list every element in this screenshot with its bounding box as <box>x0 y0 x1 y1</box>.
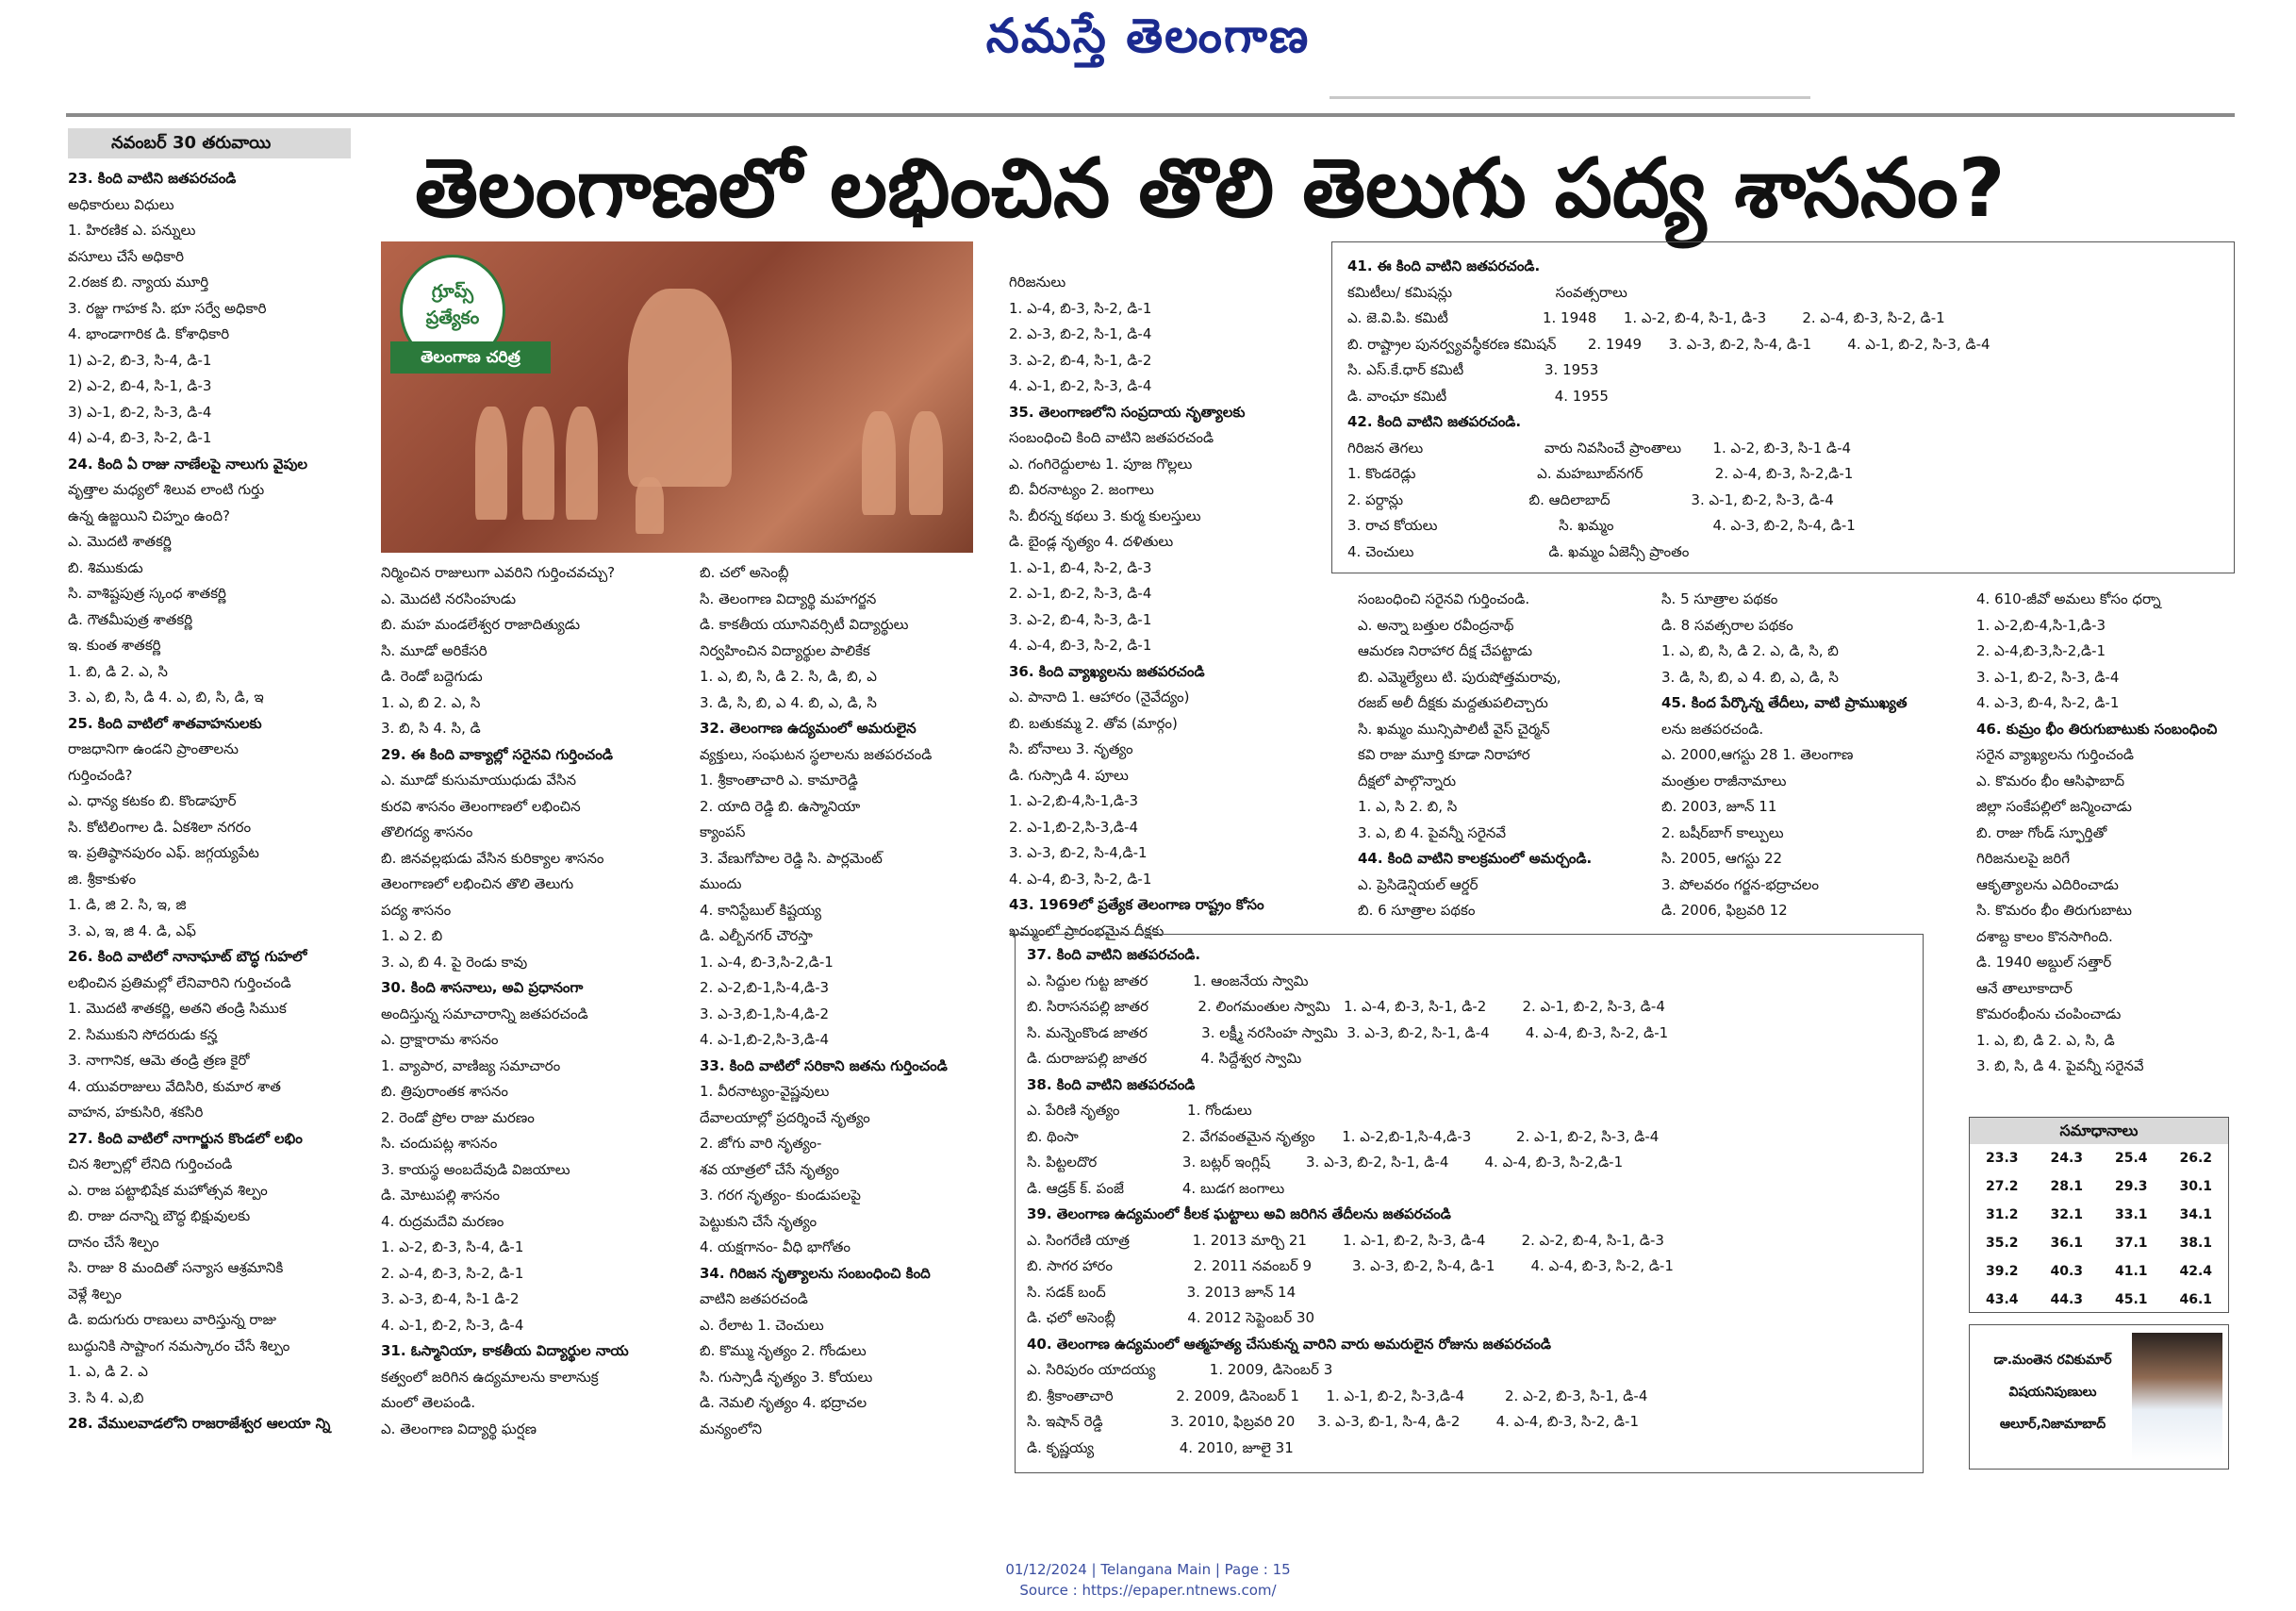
text-line: సి. సడక్ బంద్ 3. 2013 జూన్ 14 <box>1027 1283 1297 1301</box>
sculpture-figure <box>636 477 664 534</box>
text-line: కురవి శాసనం తెలంగాణలో లభించిన <box>381 797 581 815</box>
author-box <box>1969 1324 2229 1470</box>
text-line: 2. ఎ-2,బి-1,సి-4,డి-3 <box>700 979 830 996</box>
text-line: 39. తెలంగాణ ఉద్యమంలో కీలక ఘట్టాలు అవి జరిగిన తేదీలను జతపరచండి <box>1027 1205 1451 1222</box>
text-line: డి. వాంఛూ కమిటీ 4. 1955 <box>1347 387 1609 405</box>
text-line: వ్యక్తులు, సంఘటన స్థలాలను జతపరచండి <box>700 745 933 763</box>
text-line: డి. ఆడ్రక్ క్. పంజే 4. బుడగ జంగాలు <box>1027 1179 1285 1197</box>
text-line: మంలో తెలపండి. <box>381 1394 476 1411</box>
text-line: 3) ఎ-1, బి-2, సి-3, డి-4 <box>68 403 212 421</box>
answer-cell: 24.3 <box>2050 1151 2084 1166</box>
text-line: బి. చలో అసెంబ్లీ <box>700 564 789 581</box>
text-line: ఎ. రేలాట 1. చెంచులు <box>700 1316 824 1334</box>
text-line: నిర్మించిన రాజులుగా ఎవరిని గుర్తించవచ్చు? <box>381 564 616 581</box>
text-line: 33. కింది వాటిలో సరికాని జతను గుర్తించండి <box>700 1056 948 1074</box>
text-line: సి. బోనాలు 3. నృత్యం <box>1009 740 1133 757</box>
author-name: డా.మంతెన రవికుమార్ <box>1993 1353 2112 1368</box>
text-line: 4. రుద్రమదేవి మరణం <box>381 1212 504 1230</box>
column-4 <box>1009 270 1326 949</box>
text-line: సి. ఖమ్మం మున్సిపాలిటీ వైస్ చైర్మన్ <box>1358 720 1550 738</box>
text-line: బి. జినవల్లభుడు వేసిన కురిక్యాల శాసనం <box>381 849 604 867</box>
text-line: 41. ఈ కింది వాటిని జతపరచండి. <box>1347 257 1541 274</box>
text-line: 25. కింది వాటిలో శాతవాహనులకు <box>68 714 262 732</box>
answer-cell: 35.2 <box>1985 1236 2019 1251</box>
text-line: 4. కానిస్టేబుల్ కిష్టయ్య <box>700 901 822 919</box>
text-line: సరైన వ్యాఖ్యలను గుర్తించండి <box>1976 746 2135 763</box>
answer-key-title: సమాధానాలు <box>1970 1118 2228 1144</box>
text-line: జి. శ్రీకాకుళం <box>68 870 137 888</box>
text-line: డి. నెమలి నృత్యం 4. భద్రాచల <box>700 1394 867 1411</box>
text-line: 1. ఎ-4, బి-3, సి-2, డి-1 <box>1009 299 1152 317</box>
text-line: సంబంధించి సరైనవి గుర్తించండి. <box>1358 590 1530 607</box>
questions-37-40-box <box>1015 934 1924 1473</box>
text-line: 43. 1969లో ప్రత్యేక తెలంగాణ రాష్ట్రం కోసం <box>1009 896 1264 913</box>
text-line: డి. గుస్సాడి 4. పూలు <box>1009 766 1129 784</box>
answer-cell: 30.1 <box>2179 1179 2213 1194</box>
history-label: తెలంగాణ చరిత్ర <box>390 341 551 374</box>
text-line: కత్వంలో జరిగిన ఉద్యమాలను కాలానుక్ర <box>381 1368 599 1386</box>
text-line: రజబ్ అలీ దీక్షకు మద్దతుపలిచ్చారు <box>1358 694 1548 711</box>
text-line: చిన శిల్పాల్లో లేనిది గుర్తించండి <box>68 1155 233 1172</box>
text-line: కమిటీలు/ కమిషన్లు సంవత్సరాలు <box>1347 283 1627 301</box>
text-line: 4. చెంచులు డి. ఖమ్మం ఏజెన్సీ ప్రాంతం <box>1347 542 1690 560</box>
text-line: సి. ఇషాన్ రెడ్డి 3. 2010, ఫిబ్రవరి 20 3. ఎ-3, బి-1, సి-4, డి-2 4. ఎ-4, బి-3, సి-2, డి-1 <box>1027 1413 1639 1430</box>
text-line: ఎ. మొదటి నరసింహుడు <box>381 590 517 607</box>
column-6 <box>1661 587 1971 936</box>
text-line: ఎ. ధాన్య కటకం బి. కొండాపూర్ <box>68 792 237 809</box>
text-line: ముందు <box>700 875 742 892</box>
answer-cell: 26.2 <box>2179 1151 2213 1166</box>
text-line: బి. థింసా 2. వేగవంతమైన నృత్యం 1. ఎ-2,బి-1,సి-4,డి-3 2. ఎ-1, బి-2, సి-3, డి-4 <box>1027 1127 1660 1145</box>
text-line: డి. 2006, ఫిబ్రవరి 12 <box>1661 902 1788 919</box>
text-line: సి. తెలంగాణ విద్యార్థి మహగర్జన <box>700 590 877 607</box>
text-line: బుద్ధునికి సాష్టాంగ నమస్కారం చేసే శిల్పం <box>68 1337 290 1354</box>
section-tag: నవంబర్ 30 తరువాయి <box>68 128 351 158</box>
text-line: 3. రజ్జు గాహక సి. భూ సర్వే అధికారి <box>68 299 267 317</box>
text-line: 1. వీరనాట్యం-వైష్ణవులు <box>700 1083 830 1100</box>
text-line: ఇ. కుంత శాతకర్ణి <box>68 637 161 654</box>
text-line: 3. బి, సి 4. సి, డి <box>381 720 481 737</box>
text-line: 2. రెండో ప్రోల రాజు మరణం <box>381 1108 535 1126</box>
text-line: జిల్లా సంకేపల్లిలో జన్మించాడు <box>1976 798 2132 815</box>
text-line: 45. కింద పేర్కొన్న తేదీలు, వాటి ప్రాముఖ్యత <box>1661 694 1908 711</box>
column-3 <box>700 560 1011 1466</box>
text-line: 3. డి, సి, బి, ఎ 4. బి, ఎ, డి, సి <box>700 693 877 711</box>
text-line: 1. ఎ, సి 2. బి, సి <box>1358 798 1458 815</box>
text-line: 2.రజక బి. న్యాయ మూర్తి <box>68 274 209 291</box>
text-line: బి. రాజు గోండ్ స్ఫూర్తితో <box>1976 823 2107 841</box>
text-line: అధికారులు విధులు <box>68 195 174 213</box>
answer-cell: 38.1 <box>2179 1236 2213 1251</box>
text-line: సంబంధించి కింది వాటిని జతపరచండి <box>1009 429 1214 446</box>
text-line: ఎ. మూడో కుసుమాయుధుడు వేసిన <box>381 772 577 789</box>
text-line: 3. కాయస్థ అంబదేవుడి విజయాలు <box>381 1160 570 1178</box>
text-line: 42. కింది వాటిని జతపరచండి. <box>1347 413 1522 430</box>
text-line: ఎ. 2000,ఆగస్టు 28 1. తెలంగాణ <box>1661 746 1854 763</box>
box-41-42-text <box>1347 254 2224 565</box>
text-line: 1. ఎ-4, బి-3,సి-2,డి-1 <box>700 953 834 971</box>
text-line: డి. మోటుపల్లి శాసనం <box>381 1187 500 1204</box>
divider <box>1330 96 1810 99</box>
answer-cell: 39.2 <box>1985 1264 2019 1279</box>
text-line: ఆమరణ నిరాహార దీక్ష చేపట్టాడు <box>1358 642 1533 659</box>
text-line: వృత్తాల మధ్యలో శిలువ లాంటి గుర్తు <box>68 481 265 498</box>
text-line: 1. ఎ 2. బి <box>381 927 443 944</box>
text-line: ఖమ్మంలో ప్రారంభమైన దీక్షకు <box>1009 922 1165 939</box>
sculpture-figure <box>522 407 554 520</box>
text-line: 24. కింది ఏ రాజు నాణేలపై నాలుగు వైపుల <box>68 455 308 473</box>
author-role: విషయనిపుణులు <box>2008 1385 2097 1400</box>
text-line: 4. ఎ-1, బి-2, సి-3, డి-4 <box>1009 377 1152 394</box>
column-2 <box>381 560 666 1466</box>
text-line: 1) ఎ-2, బి-3, సి-4, డి-1 <box>68 351 212 369</box>
text-line: 1. ఎ, బి, సి, డి 2. ఎ, డి, సి, బి <box>1661 642 1839 659</box>
text-line: తొలిగద్య శాసనం <box>381 823 473 840</box>
text-line: దేవాలయాల్లో ప్రదర్శించే నృత్యం <box>700 1108 870 1126</box>
text-line: 1. శ్రీకాంతాచారి ఎ. కామారెడ్డి <box>700 772 858 789</box>
text-line: 2. యాది రెడ్డి బి. ఉస్మానియా <box>700 797 861 815</box>
text-line: సి. మన్నెంకొండ జాతర 3. లక్ష్మీ నరసింహ స్వామి 3. ఎ-3, బి-2, సి-1, డి-4 4. ఎ-4, బి-3, సి-2, డి-1 <box>1027 1023 1669 1041</box>
text-line: బి. 6 సూత్రాల పథకం <box>1358 902 1476 919</box>
answer-cell: 40.3 <box>2050 1264 2084 1279</box>
text-line: 4. ఎ-1, బి-2, సి-3, డి-4 <box>381 1316 524 1334</box>
answer-row <box>1970 1172 2228 1201</box>
text-line: సి. గుస్సాడీ నృత్యం 3. కోయలు <box>700 1368 873 1386</box>
text-line: ఎ. గంగిరెద్దులాట 1. పూజ గొల్లలు <box>1009 455 1193 473</box>
text-line: బి. శ్రీకాంతాచారి 2. 2009, డిసెంబర్ 1 1. ఎ-1, బి-2, సి-3,డి-4 2. ఎ-2, బి-3, సి-1, డి-4 <box>1027 1387 1648 1404</box>
text-line: ఎ. కొమరం భీం ఆసిఫాబాద్ <box>1976 772 2125 789</box>
text-line: 1. ఎ-2, బి-3, సి-4, డి-1 <box>381 1238 524 1255</box>
text-line: బి. రాజు దనాన్ని బౌద్ధ భిక్షువులకు <box>68 1207 251 1224</box>
text-line: బి. ఎమ్మెల్యేలు టి. పురుషోత్తమరావు, <box>1358 668 1561 686</box>
text-line: బి. బతుకమ్మ 2. తోవ (మార్గం) <box>1009 714 1178 732</box>
text-line: 4. 610-జీవో అమలు కోసం ధర్నా <box>1976 590 2161 607</box>
text-line: క్యాంపస్ <box>700 823 746 840</box>
text-line: సి. మూడో అరికేసరి <box>381 641 487 659</box>
answer-cell: 34.1 <box>2179 1207 2213 1222</box>
column-1 <box>68 166 368 1460</box>
text-line: వెళ్లే శిల్పం <box>68 1285 123 1303</box>
text-line: సి. చందుపట్ల శాసనం <box>381 1135 498 1152</box>
text-line: 3. ఎ-2, బి-4, సి-1, డి-2 <box>1009 351 1152 369</box>
text-line: సి. ఎస్.కే.ధార్ కమిటీ 3. 1953 <box>1347 361 1599 378</box>
text-line: 2. ఎ-4, బి-3, సి-2, డి-1 <box>381 1264 524 1282</box>
text-line: సి. పిట్టలదొర 3. బట్లర్ ఇంగ్లిష్ 3. ఎ-3, బి-2, సి-1, డి-4 4. ఎ-4, బి-3, సి-2,డి-1 <box>1027 1154 1624 1171</box>
text-line: 2. ఎ-1, బి-2, సి-3, డి-4 <box>1009 585 1152 602</box>
text-line: శవ యాత్రలో చేసే నృత్యం <box>700 1160 839 1178</box>
text-line: సి. బీరన్న కథలు 3. కుర్మ కులస్తులు <box>1009 507 1201 524</box>
text-line: ఎ. పేరిణి నృత్యం 1. గోండులు <box>1027 1102 1252 1119</box>
answer-cell: 33.1 <box>2114 1207 2148 1222</box>
text-line: 3. ఎ-2, బి-4, సి-3, డి-1 <box>1009 610 1152 628</box>
sculpture-figure <box>909 411 943 515</box>
text-line: 1. వ్యాపార, వాణిజ్య సమాచారం <box>381 1056 561 1074</box>
text-line: సి. 2005, ఆగస్టు 22 <box>1661 850 1783 867</box>
column-7 <box>1976 587 2278 1087</box>
masthead: నమస్తే తెలంగాణ <box>985 8 1311 63</box>
text-line: లను జతపరచండి. <box>1661 720 1764 738</box>
text-line: ఎ. రాజ పట్టాభిషేక మహోత్సవ శిల్పం <box>68 1181 268 1199</box>
text-line: 2. జోగు వారి నృత్యం- <box>700 1135 822 1152</box>
text-line: 3. వేణుగోపాల రెడ్డి సి. పార్లమెంట్ <box>700 849 883 867</box>
author-place: ఆలూర్,నిజామాబాద్ <box>1999 1417 2106 1432</box>
text-line: 1. ఎ, బి, డి 2. ఎ, సి, డి <box>1976 1031 2115 1049</box>
text-line: 34. గిరిజన నృత్యాలను సంబంధించి కింది <box>700 1264 931 1282</box>
text-line: 3. ఎ-1, బి-2, సి-3, డి-4 <box>1976 668 2120 686</box>
text-line: కొమరంభీంను చంపించాడు <box>1976 1005 2122 1022</box>
text-line: సి. 5 సూత్రాల పథకం <box>1661 590 1778 607</box>
sculpture-figure <box>628 289 732 487</box>
text-line: డి. కృష్ణయ్య 4. 2010, జూలై 31 <box>1027 1438 1294 1456</box>
answer-cell: 28.1 <box>2050 1179 2084 1194</box>
author-photo <box>2132 1333 2222 1461</box>
text-line: కవి రాజు మూర్తి కూడా నిరాహార <box>1358 746 1530 763</box>
answer-row <box>1970 1144 2228 1172</box>
answer-cell: 41.1 <box>2114 1264 2148 1279</box>
text-line: 3. సి 4. ఎ,బి <box>68 1388 144 1406</box>
text-line: 4. భాండాగారిక డి. కోశాధికారి <box>68 325 230 342</box>
column-5 <box>1358 587 1669 936</box>
text-line: 3. పోలవరం గర్జన-భద్రాచలం <box>1661 875 1819 893</box>
text-line: డి. బైండ్ల నృత్యం 4. దళితులు <box>1009 533 1174 550</box>
text-line: బి. 2003, జూన్ 11 <box>1661 798 1777 815</box>
text-line: 38. కింది వాటిని జతపరచండి <box>1027 1075 1196 1093</box>
text-line: అందిస్తున్న సమాచారాన్ని జతపరచండి <box>381 1005 588 1022</box>
text-line: 1. మొదటి శాతకర్ణి, అతని తండ్రి సిముక <box>68 1000 287 1017</box>
text-line: 28. వేములవాడలోని రాజరాజేశ్వర ఆలయా న్ని <box>68 1415 331 1432</box>
sculpture-figure <box>566 407 598 520</box>
text-line: మన్యంలోని <box>700 1420 762 1437</box>
text-line: నిర్వహించిన విద్యార్థుల పాలికేక <box>700 641 870 659</box>
text-line: సి. వాశిష్టపుత్ర స్కంధ శాతకర్ణి <box>68 585 226 602</box>
text-line: ఎ. తెలంగాణ విద్యార్థి ఘర్షణ <box>381 1420 537 1437</box>
text-line: డి. 8 సవత్సరాల పథకం <box>1661 616 1793 634</box>
answer-row <box>1970 1229 2228 1257</box>
answer-cell: 25.4 <box>2114 1151 2148 1166</box>
text-line: మంత్రుల రాజీనామాలు <box>1661 772 1787 789</box>
groups-special-badge: గ్రూప్స్ ప్రత్యేకం <box>400 255 505 366</box>
text-line: డి. కాకతీయ యూనివర్సిటీ విద్యార్థులు <box>700 616 909 633</box>
text-line: 1. కొండరెడ్లు ఎ. మహబూబ్‌నగర్ 2. ఎ-4, బి-3, సి-2,డి-1 <box>1347 465 1854 482</box>
sculpture-figure <box>862 411 896 515</box>
text-line: డి. ఎల్బీనగర్ చౌరస్తా <box>700 927 813 944</box>
answer-cell: 44.3 <box>2050 1292 2084 1307</box>
text-line: 27. కింది వాటిలో నాగార్జున కొండలో లభిం <box>68 1129 303 1147</box>
text-line: బి. శిముకుడు <box>68 558 143 576</box>
answer-cell: 45.1 <box>2114 1292 2148 1307</box>
text-line: 37. కింది వాటిని జతపరచండి. <box>1027 946 1201 963</box>
text-line: ఎ. ద్రాక్షారామ శాసనం <box>381 1031 499 1048</box>
author-info <box>1977 1344 2128 1440</box>
text-line: 3. ఎ, బి 4. పైవన్నీ సరైనవే <box>1358 823 1507 841</box>
text-line: 3. ఎ, బి, సి, డి 4. ఎ, బి, సి, డి, ఇ <box>68 689 264 706</box>
text-line: పద్య శాసనం <box>381 901 452 919</box>
text-line: లభించిన ప్రతిమల్లో లేనివారిని గుర్తించండి <box>68 973 291 991</box>
text-line: సి. కోటిలింగాల డి. ఏకశిలా నగరం <box>68 818 252 836</box>
footer-date: 01/12/2024 | Telangana Main | Page : 15 <box>1005 1561 1291 1578</box>
answer-cell: 43.4 <box>1985 1292 2019 1307</box>
questions-41-42-box <box>1331 241 2235 573</box>
text-line: 3. ఎ-3, బి-4, సి-1 డి-2 <box>381 1290 520 1307</box>
text-line: వసూలు చేసే అధికారి <box>68 247 184 265</box>
answer-cell: 31.2 <box>1985 1207 2019 1222</box>
text-line: 3. బి, సి, డి 4. పైవన్నీ సరైనవే <box>1976 1057 2144 1074</box>
answer-cell: 27.2 <box>1985 1179 2019 1194</box>
text-line: గిరిజనులు <box>1009 274 1066 291</box>
text-line: 29. ఈ కింది వాక్యాల్లో సరైనవి గుర్తించండి <box>381 745 613 763</box>
text-line: దశాబ్ద కాలం కొనసాగింది. <box>1976 927 2113 945</box>
text-line: బి. కొమ్ము నృత్యం 2. గోండులు <box>700 1342 867 1359</box>
text-line: 4. యక్షగానం- వీధి భాగోతం <box>700 1238 851 1255</box>
text-line: బి. త్రిపురాంతక శాసనం <box>381 1083 508 1100</box>
text-line: 1. ఎ-1, బి-4, సి-2, డి-3 <box>1009 558 1152 576</box>
text-line: 2. ఎ-3, బి-2, సి-1, డి-4 <box>1009 325 1152 342</box>
text-line: 4. ఎ-1,బి-2,సి-3,డి-4 <box>700 1031 830 1048</box>
text-line: ఎ. జె.వి.పి. కమిటీ 1. 1948 1. ఎ-2, బి-4, సి-1, డి-3 2. ఎ-4, బి-3, సి-2, డి-1 <box>1347 309 1945 326</box>
answer-key-table <box>1970 1144 2228 1314</box>
text-line: 2. పర్దాన్లు బి. ఆదిలాబాద్ 3. ఎ-1, బి-2, సి-3, డి-4 <box>1347 490 1834 508</box>
answer-cell: 37.1 <box>2114 1236 2148 1251</box>
text-line: డి. గౌతమీపుత్ర శాతకర్ణి <box>68 610 193 628</box>
text-line: 3. ఎ-3, బి-2, సి-4,డి-1 <box>1009 844 1148 861</box>
text-line: సి. కొమరం భీం తిరుగుబాటు <box>1976 902 2132 919</box>
answer-row <box>1970 1201 2228 1229</box>
text-line: డి. ఛలో అసెంబ్లీ 4. 2012 సెప్టెంబర్ 30 <box>1027 1309 1315 1326</box>
text-line: 3. నాగానిక, ఆమె తండ్రి త్రణ కైరో <box>68 1052 250 1069</box>
text-line: 46. కుమ్రం భీం తిరుగుబాటుకు సంబంధించి <box>1976 720 2218 738</box>
answer-row <box>1970 1257 2228 1286</box>
text-line: బి. మహ మండలేశ్వర రాజాదిత్యుడు <box>381 616 581 633</box>
text-line: 2. ఎ-4,బి-3,సి-2,డి-1 <box>1976 642 2106 659</box>
text-line: ఆనే తాలూకాదార్ <box>1976 979 2073 997</box>
text-line: ఎ. సిద్దుల గుట్ట జాతర 1. ఆంజనేయ స్వామి <box>1027 972 1309 989</box>
text-line: గుర్తించండి? <box>68 766 133 784</box>
text-line: 36. కింది వ్యాఖ్యలను జతపరచండి <box>1009 662 1205 680</box>
footer <box>0 1559 2296 1601</box>
text-line: 3. ఎ-3,బి-1,సి-4,డి-2 <box>700 1005 830 1022</box>
text-line: 40. తెలంగాణ ఉద్యమంలో ఆత్మహత్య చేసుకున్న వారిని వారు అమరులైన రోజును జతపరచండి <box>1027 1335 1551 1353</box>
text-line: 1. హిరణిక ఎ. పన్నులు <box>68 222 196 239</box>
text-line: దానం చేసే శిల్పం <box>68 1233 159 1251</box>
text-line: బి. సాగర హారం 2. 2011 నవంబర్ 9 3. ఎ-3, బి-2, సి-4, డి-1 4. ఎ-4, బి-3, సి-2, డి-1 <box>1027 1257 1674 1274</box>
text-line: 1. ఎ, బి 2. ఎ, సి <box>381 693 481 711</box>
text-line: వాటిని జతపరచండి <box>700 1290 808 1307</box>
text-line: తెలంగాణలో లభించిన తొలి తెలుగు <box>381 875 574 892</box>
text-line: 3. రాచ కోయలు సి. ఖమ్మం 4. ఎ-3, బి-2, సి-4, డి-1 <box>1347 517 1856 534</box>
text-line: 2. సిముకుని సోదరుడు కన్హ <box>68 1025 218 1043</box>
answer-cell: 29.3 <box>2114 1179 2148 1194</box>
text-line: గిరిజనులపై జరిగే <box>1976 850 2070 867</box>
footer-source: Source : https://epaper.ntnews.com/ <box>1019 1582 1277 1599</box>
text-line: బి. సిరాసనపల్లి జాతర 2. లింగమంతుల స్వామి 1. ఎ-4, బి-3, సి-1, డి-2 2. ఎ-1, బి-2, సి-3, డి-4 <box>1027 998 1665 1015</box>
text-line: సి. రాజు 8 మందితో సన్యాస ఆశ్రమానికి <box>68 1259 284 1276</box>
text-line: 4) ఎ-4, బి-3, సి-2, డి-1 <box>68 429 212 446</box>
text-line: 35. తెలంగాణలోని సంప్రదాయ నృత్యాలకు <box>1009 403 1246 421</box>
text-line: 1. ఎ-2,బి-4,సి-1,డి-3 <box>1976 616 2106 634</box>
answer-cell: 46.1 <box>2179 1292 2213 1307</box>
text-line: 32. తెలంగాణ ఉద్యమంలో అమరులైన <box>700 720 917 737</box>
text-line: రాజధానిగా ఉండని ప్రాంతాలను <box>68 740 239 757</box>
text-line: ఎ. పానాది 1. ఆహారం (నైవేద్యం) <box>1009 689 1190 706</box>
text-line: ఎ. మొదటి శాతకర్ణి <box>68 533 172 550</box>
text-line: 1. ఎ, బి, సి, డి 2. సి, డి, బి, ఎ <box>700 668 877 685</box>
text-line: 3. డి, సి, బి, ఎ 4. బి, ఎ, డి, సి <box>1661 668 1839 686</box>
text-line: డి. ఐదుగురు రాణులు వారిస్తున్న రాజు <box>68 1311 277 1328</box>
text-line: డి. 1940 అబ్దుల్ సత్తార్ <box>1976 954 2112 971</box>
text-line: ఎ. సిరిపురం యాదయ్య 1. 2009, డిసెంబర్ 3 <box>1027 1361 1333 1378</box>
text-line: 30. కింది శాసనాలు, అవి ప్రధానంగా <box>381 979 584 996</box>
temple-sculpture-photo <box>381 241 973 553</box>
text-line: దీక్షలో పాల్గొన్నారు <box>1358 772 1457 789</box>
text-line: 3. గరగ నృత్యం- కుండుపలపై <box>700 1187 861 1204</box>
divider <box>66 113 2235 117</box>
text-line: 23. కింది వాటిని జతపరచండి <box>68 170 237 187</box>
text-line: డి. రెండో బద్దెగుడు <box>381 668 483 685</box>
text-line: 4. ఎ-4, బి-3, సి-2, డి-1 <box>1009 870 1152 888</box>
text-line: 3. ఎ, ఇ, జి 4. డి, ఎఫ్ <box>68 922 196 939</box>
text-line: బి. రాష్ట్రాల పునర్వ్యవస్థీకరణ కమిషన్ 2. 1949 3. ఎ-3, బి-2, సి-4, డి-1 4. ఎ-1, బి-2, సి-3, డి-4 <box>1347 335 1990 353</box>
answer-cell: 23.3 <box>1985 1151 2019 1166</box>
text-line: 1. ఎ, డి 2. ఎ <box>68 1363 148 1380</box>
text-line: బి. వీరనాట్యం 2. జంగాలు <box>1009 481 1154 498</box>
text-line: ఎ. సింగరేణి యాత్ర 1. 2013 మార్చి 21 1. ఎ-1, బి-2, సి-3, డి-4 2. ఎ-2, బి-4, సి-1, డి-3 <box>1027 1231 1664 1249</box>
text-line: ఆకృత్యాలను ఎదిరించాడు <box>1976 875 2119 893</box>
text-line: 3. ఎ, బి 4. పై రెండు కావు <box>381 953 528 971</box>
text-line: వాహన, హకుసిరి, శకసిరి <box>68 1104 204 1121</box>
box-37-40-text <box>1027 942 1913 1467</box>
text-line: 44. కింది వాటిని కాలక్రమంలో అమర్చండి. <box>1358 850 1593 867</box>
text-line: పెట్టుకుని చేసే నృత్యం <box>700 1212 818 1230</box>
answer-cell: 36.1 <box>2050 1236 2084 1251</box>
headline: తెలంగాణలో లభించిన తొలి తెలుగు పద్య శాసనం? <box>415 141 2006 236</box>
text-line: ఎ. ప్రెసిడెన్షియల్ ఆర్డర్ <box>1358 875 1478 893</box>
text-line: 4. ఎ-4, బి-3, సి-2, డి-1 <box>1009 637 1152 654</box>
answer-cell: 32.1 <box>2050 1207 2084 1222</box>
text-line: ఎ. అన్నా బత్తుల రవీంద్రనాథ్ <box>1358 616 1514 634</box>
answer-row <box>1970 1286 2228 1314</box>
text-line: 26. కింది వాటిలో నానాఘాట్ బౌద్ధ గుహలో <box>68 948 307 965</box>
text-line: 2. బషీర్‌బాగ్ కాల్పులు <box>1661 823 1784 841</box>
text-line: 2) ఎ-2, బి-4, సి-1, డి-3 <box>68 377 212 394</box>
text-line: 1. డి, జి 2. సి, ఇ, జి <box>68 896 187 913</box>
text-line: 1. ఎ-2,బి-4,సి-1,డి-3 <box>1009 792 1139 809</box>
text-line: ఉన్న ఉజ్జయిని చిహ్నం ఉంది? <box>68 507 230 524</box>
sculpture-figure <box>475 407 507 520</box>
answer-key-box <box>1969 1117 2229 1313</box>
text-line: గిరిజన తెగలు వారు నివసించే ప్రాంతాలు 1. ఎ-2, బి-3, సి-1 డి-4 <box>1347 439 1852 457</box>
text-line: 2. ఎ-1,బి-2,సి-3,డి-4 <box>1009 818 1139 836</box>
text-line: ఇ. ప్రతిష్ఠానపురం ఎఫ్. జగ్గయ్యపేట <box>68 844 259 861</box>
text-line: 1. బి, డి 2. ఎ, సి <box>68 662 168 680</box>
answer-cell: 42.4 <box>2179 1264 2213 1279</box>
text-line: డి. దురాజుపల్లి జాతర 4. సిద్దేశ్వర స్వామి <box>1027 1050 1302 1067</box>
text-line: 4. ఎ-3, బి-4, సి-2, డి-1 <box>1976 694 2120 711</box>
text-line: 31. ఓస్మానియా, కాకతీయ విద్యార్థుల నాయ <box>381 1342 629 1359</box>
text-line: 4. యువరాజులు వేదిసిరి, కుమార శాత <box>68 1077 281 1095</box>
